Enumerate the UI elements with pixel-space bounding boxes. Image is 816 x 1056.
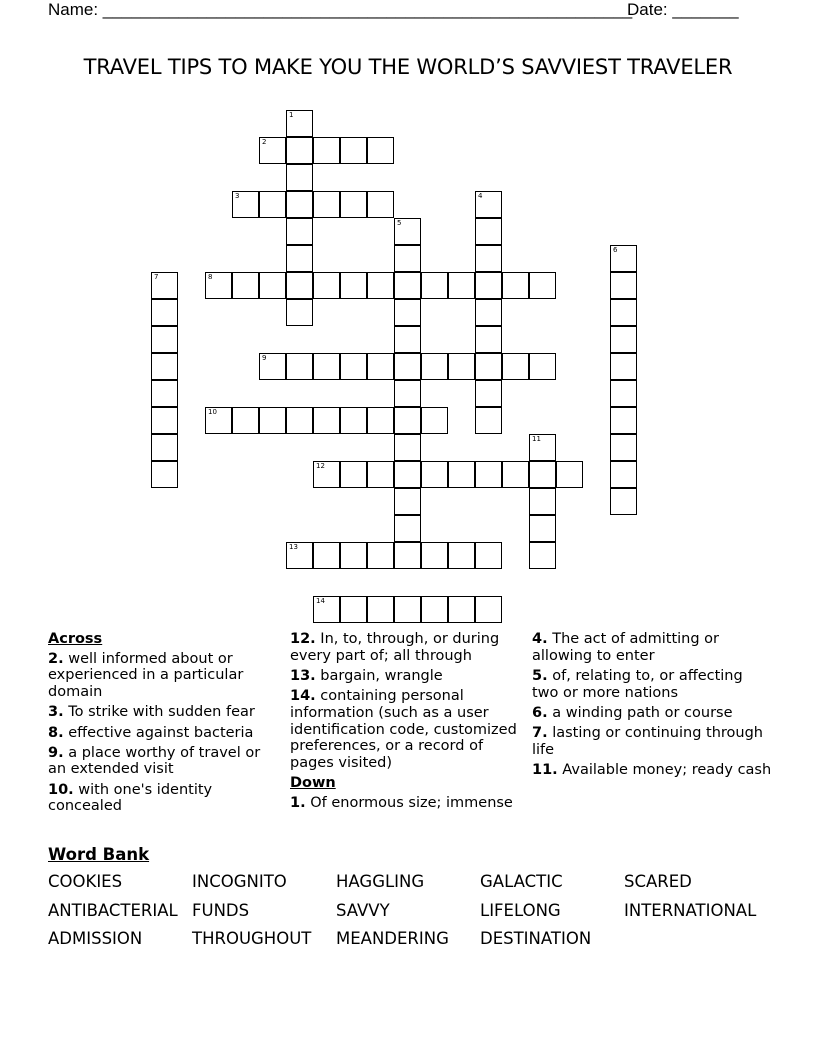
crossword-cell[interactable] (151, 461, 178, 488)
word-bank-word: INCOGNITO (192, 872, 287, 891)
word-bank-word: HAGGLING (336, 872, 425, 891)
clues-column-3 (532, 631, 772, 782)
crossword-cell[interactable] (394, 596, 421, 623)
crossword-cell[interactable] (394, 515, 421, 542)
crossword-cell[interactable] (475, 380, 502, 407)
crossword-cell[interactable] (610, 299, 637, 326)
crossword-cell[interactable] (421, 407, 448, 434)
crossword-cell[interactable] (340, 191, 367, 218)
crossword-cell[interactable] (286, 218, 313, 245)
crossword-cell[interactable] (367, 191, 394, 218)
word-bank-word: SCARED (624, 872, 692, 891)
clue-item (48, 725, 273, 742)
crossword-cell[interactable] (610, 434, 637, 461)
clue-number-label: 7. (532, 725, 548, 742)
clue-text: a winding path or course (547, 704, 733, 721)
crossword-cell[interactable] (367, 542, 394, 569)
crossword-cell[interactable] (502, 272, 529, 299)
clue-number-label: 6. (532, 704, 548, 721)
across-heading: Across (48, 631, 103, 647)
clue-text: lasting or continuing through life (532, 725, 763, 758)
clue-text: containing personal information (such as a user identification code, customized preferences, or a record of pages visited) (290, 688, 517, 771)
clue-number-label: 5. (532, 667, 548, 684)
word-bank-word: INTERNATIONAL (624, 900, 757, 920)
clue-number: 10 (208, 408, 217, 416)
crossword-cell[interactable] (475, 218, 502, 245)
clues-column-1 (48, 628, 273, 819)
crossword-cell[interactable] (259, 353, 286, 380)
crossword-cell[interactable] (394, 542, 421, 569)
clue-item (48, 745, 273, 778)
crossword-cell[interactable] (151, 407, 178, 434)
crossword-cell[interactable] (151, 326, 178, 353)
crossword-cell[interactable] (259, 137, 286, 164)
crossword-cell[interactable] (475, 191, 502, 218)
crossword-cell[interactable] (313, 407, 340, 434)
crossword-cell[interactable] (610, 407, 637, 434)
clue-number-label: 14. (290, 688, 316, 705)
crossword-cell[interactable] (232, 191, 259, 218)
crossword-cell[interactable] (151, 272, 178, 299)
crossword-cell[interactable] (286, 164, 313, 191)
crossword-cell[interactable] (421, 272, 448, 299)
clue-number: 6 (613, 246, 618, 254)
crossword-cell[interactable] (394, 488, 421, 515)
clue-text: bargain, wrangle (315, 667, 443, 684)
clue-number-label: 3. (48, 704, 64, 721)
crossword-cell[interactable] (367, 596, 394, 623)
crossword-cell[interactable] (502, 461, 529, 488)
word-bank-word: THROUGHOUT (192, 929, 312, 948)
clue-number: 8 (208, 273, 213, 281)
crossword-cell[interactable] (394, 461, 421, 488)
crossword-cell[interactable] (394, 407, 421, 434)
clue-text: a place worthy of travel or an extended visit (48, 744, 261, 778)
clue-text: Of enormous size; immense (305, 794, 513, 811)
crossword-cell[interactable] (610, 461, 637, 488)
crossword-cell[interactable] (448, 272, 475, 299)
word-bank-word: ANTIBACTERIAL (48, 900, 178, 920)
crossword-cell[interactable] (340, 407, 367, 434)
crossword-cell[interactable] (475, 299, 502, 326)
crossword-cell[interactable] (286, 137, 313, 164)
clue-number-label: 4. (532, 631, 548, 647)
clue-item (532, 705, 772, 722)
crossword-cell[interactable] (313, 596, 340, 623)
clue-text: To strike with sudden fear (63, 704, 255, 721)
crossword-cell[interactable] (421, 542, 448, 569)
clue-item (532, 668, 772, 701)
crossword-cell[interactable] (286, 245, 313, 272)
crossword-cell[interactable] (394, 218, 421, 245)
word-bank-word: GALACTIC (480, 872, 563, 891)
word-bank-word: DESTINATION (480, 929, 592, 948)
clue-number-label: 1. (290, 794, 306, 811)
crossword-cell[interactable] (475, 326, 502, 353)
crossword-cell[interactable] (421, 461, 448, 488)
crossword-cell[interactable] (421, 596, 448, 623)
crossword-cell[interactable] (475, 461, 502, 488)
clue-number-label: 13. (290, 667, 316, 684)
clue-text: with one's identity concealed (48, 781, 213, 815)
clue-number-label: 11. (532, 761, 558, 778)
crossword-cell[interactable] (151, 353, 178, 380)
crossword-cell[interactable] (205, 272, 232, 299)
clue-item (532, 631, 772, 664)
crossword-cell[interactable] (448, 353, 475, 380)
crossword-cell[interactable] (313, 137, 340, 164)
clue-number: 1 (289, 111, 294, 119)
crossword-cell[interactable] (394, 434, 421, 461)
crossword-cell[interactable] (286, 299, 313, 326)
crossword-cell[interactable] (313, 542, 340, 569)
clue-number: 2 (262, 138, 267, 146)
clue-number: 14 (316, 597, 325, 605)
crossword-cell[interactable] (502, 353, 529, 380)
clue-number: 9 (262, 354, 267, 362)
clue-text: well informed about or experienced in a particular domain (48, 650, 244, 701)
crossword-cell[interactable] (340, 137, 367, 164)
down-heading: Down (290, 775, 336, 792)
crossword-cell[interactable] (394, 380, 421, 407)
crossword-cell[interactable] (232, 272, 259, 299)
crossword-cell[interactable] (475, 272, 502, 299)
clue-text: In, to, through, or during every part of; all through (290, 631, 500, 664)
crossword-cell[interactable] (340, 461, 367, 488)
clue-number: 13 (289, 543, 298, 551)
crossword-cell[interactable] (340, 542, 367, 569)
clue-number-label: 9. (48, 744, 64, 761)
crossword-cell[interactable] (286, 542, 313, 569)
crossword-cell[interactable] (394, 245, 421, 272)
clue-number: 4 (478, 192, 483, 200)
crossword-cell[interactable] (340, 272, 367, 299)
crossword-cell[interactable] (232, 407, 259, 434)
clues-column-2 (290, 631, 518, 815)
crossword-cell[interactable] (475, 542, 502, 569)
clue-item (532, 762, 772, 779)
crossword-cell[interactable] (421, 353, 448, 380)
crossword-cell[interactable] (259, 407, 286, 434)
crossword-cell[interactable] (340, 596, 367, 623)
word-bank-word: COOKIES (48, 872, 123, 891)
clue-number-label: 10. (48, 781, 74, 798)
clue-number: 11 (532, 435, 541, 443)
crossword-cell[interactable] (394, 272, 421, 299)
clue-item (290, 688, 518, 772)
crossword-cell[interactable] (313, 353, 340, 380)
word-bank-word: ADMISSION (48, 929, 143, 948)
crossword-cell[interactable] (205, 407, 232, 434)
name-field-label: Name: ________________________________________________________ (48, 0, 633, 19)
crossword-cell[interactable] (529, 461, 556, 488)
crossword-cell[interactable] (151, 380, 178, 407)
crossword-cell[interactable] (313, 191, 340, 218)
clue-item (532, 725, 772, 758)
crossword-cell[interactable] (367, 137, 394, 164)
crossword-cell[interactable] (286, 272, 313, 299)
crossword-cell[interactable] (610, 353, 637, 380)
clue-item (48, 651, 273, 701)
crossword-cell[interactable] (286, 407, 313, 434)
crossword-cell[interactable] (286, 353, 313, 380)
clue-text: of, relating to, or affecting two or more nations (532, 667, 743, 701)
crossword-cell[interactable] (259, 191, 286, 218)
word-bank-word: SAVVY (336, 900, 390, 920)
clue-number: 7 (154, 273, 159, 281)
crossword-cell[interactable] (313, 272, 340, 299)
crossword-cell[interactable] (367, 272, 394, 299)
crossword-cell[interactable] (475, 245, 502, 272)
word-bank-word: FUNDS (192, 900, 250, 920)
crossword-cell[interactable] (394, 299, 421, 326)
clue-item (48, 782, 273, 815)
crossword-cell[interactable] (448, 596, 475, 623)
crossword-cell[interactable] (475, 353, 502, 380)
crossword-cell[interactable] (529, 542, 556, 569)
clue-number: 5 (397, 219, 402, 227)
crossword-cell[interactable] (367, 461, 394, 488)
page-title: TRAVEL TIPS TO MAKE YOU THE WORLD’S SAVVIEST TRAVELER (83, 55, 733, 79)
word-bank-word: MEANDERING (336, 929, 449, 948)
date-field-label: Date: _______ (627, 0, 739, 19)
crossword-cell[interactable] (556, 461, 583, 488)
crossword-cell[interactable] (394, 326, 421, 353)
crossword-cell[interactable] (367, 407, 394, 434)
clue-item (48, 704, 273, 721)
clue-text: Available money; ready cash (557, 761, 772, 778)
crossword-cell[interactable] (610, 380, 637, 407)
crossword-cell[interactable] (394, 353, 421, 380)
clue-item (290, 795, 518, 812)
crossword-cell[interactable] (151, 434, 178, 461)
clue-text: effective against bacteria (63, 724, 254, 741)
clue-number-label: 12. (290, 631, 316, 647)
crossword-cell[interactable] (529, 353, 556, 380)
crossword-cell[interactable] (259, 272, 286, 299)
crossword-cell[interactable] (529, 488, 556, 515)
crossword-cell[interactable] (610, 245, 637, 272)
clue-number-label: 2. (48, 650, 64, 667)
clue-number: 3 (235, 192, 240, 200)
crossword-cell[interactable] (286, 110, 313, 137)
crossword-cell[interactable] (475, 407, 502, 434)
word-bank-word: LIFELONG (480, 900, 561, 920)
clue-item (290, 668, 518, 685)
crossword-cell[interactable] (340, 353, 367, 380)
crossword-cell[interactable] (610, 272, 637, 299)
crossword-cell[interactable] (610, 326, 637, 353)
crossword-cell[interactable] (313, 461, 340, 488)
crossword-cell[interactable] (529, 434, 556, 461)
crossword-cell[interactable] (151, 299, 178, 326)
crossword-cell[interactable] (286, 191, 313, 218)
crossword-cell[interactable] (610, 488, 637, 515)
word-bank-title: Word Bank (48, 845, 150, 864)
crossword-cell[interactable] (529, 272, 556, 299)
crossword-cell[interactable] (448, 542, 475, 569)
crossword-cell[interactable] (475, 596, 502, 623)
clue-text: The act of admitting or allowing to enter (532, 631, 720, 664)
clue-item (290, 631, 518, 664)
crossword-cell[interactable] (448, 461, 475, 488)
clue-number-label: 8. (48, 724, 64, 741)
crossword-cell[interactable] (367, 353, 394, 380)
crossword-cell[interactable] (529, 515, 556, 542)
clue-number: 12 (316, 462, 325, 470)
